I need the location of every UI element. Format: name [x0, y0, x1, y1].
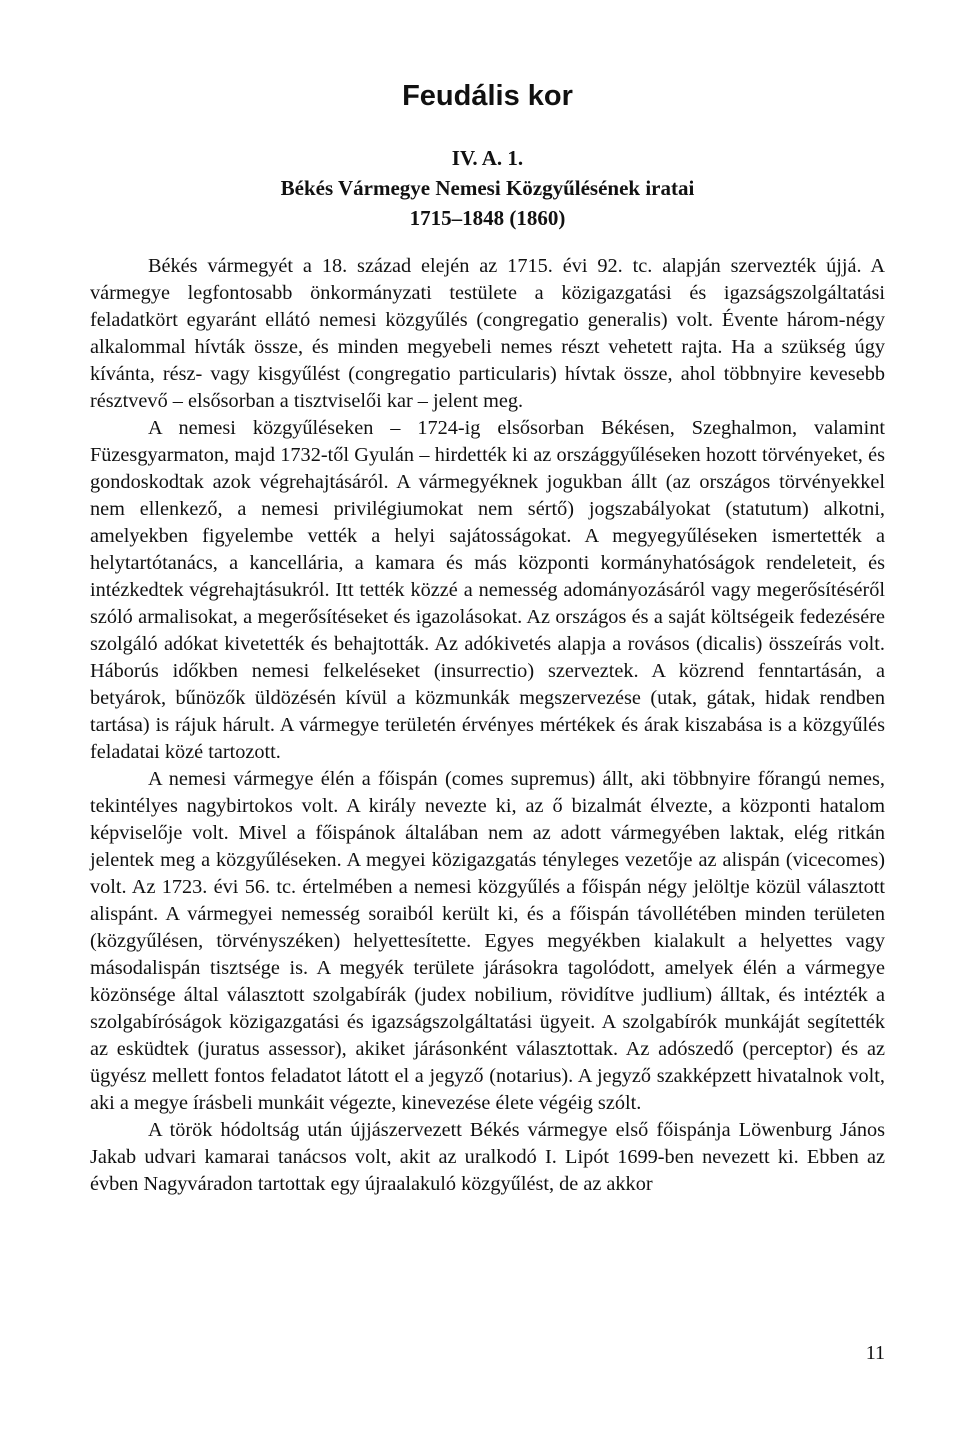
paragraph: A nemesi vármegye élén a főispán (comes supremus) állt, aki többnyire főrangú nemes, tekintélyes nagybirtokos volt. A király nevezte ki, az ő bizalmát élvezte, a központi hatalom képviselője volt. Mivel a főispánok általában nem az adott vármegyében laktak, elég ritkán jelentek meg a közgyűléseken. A megyei közigazgatás tényleges vezetője az alispán (vicecomes) volt. Az 1723. évi 56. tc. értelmében a nemesi közgyűlés a főispán négy jelöltje közül választott alispánt. A vármegyei nemesség soraiból került ki, és a főispán távollétében minden területen (közgyűlésen, törvényszéken) helyettesítette. Egyes megyékben kialakult a helyettes vagy másodalispán tisztsége is. A megyék területe járásokra tagolódott, amelyek élén a vármegye közönsége által választott szolgabírák (judex nobilium, rövidítve judlium) álltak, és intézték a szolgabíróságok közigazgatási és igazságszolgáltatási ügyeit. A szolgabírók munkáját segítették az esküdtek (juratus assessor), akiket járásonként választottak. Az adószedő (perceptor) és az ügyész mellett fontos feladatot látott el a jegyző (notarius). A jegyző szakképzett hivatalnok volt, aki a megye írásbeli munkáit végezte, kinevezése élete végéig szólt. [90, 768, 885, 1114]
date-range: 1715–1848 (1860) [409, 206, 566, 230]
paragraph: Békés vármegyét a 18. század elején az 1715. évi 92. tc. alapján szervezték újjá. A vármegye legfontosabb önkormányzati testülete a közigazgatási és igazságszolgáltatási feladatkört egyaránt ellátó nemesi közgyűlés (congregatio generalis) volt. Évente három-négy alkalommal hívták össze, és minden megyebeli nemes részt vehetett rajta. Ha a szükség úgy kívánta, rész- vagy kisgyűlést (congregatio particularis) hívtak össze, ahol többnyire kevesebb résztvevő – elsősorban a tisztviselői kar – jelent meg. [90, 255, 885, 412]
paragraph: A török hódoltság után újjászervezett Békés vármegye első főispánja Löwenburg János Jakab udvari kamarai tanácsos volt, akit az uralkodó I. Lipót 1699-ben nevezett ki. Ebben az évben Nagyváradon tartottak egy újraalakuló közgyűlést, de az akkor [90, 1119, 885, 1195]
fonds-title: Békés Vármegye Nemesi Közgyűlésének iratai [280, 176, 695, 200]
chapter-title: Feudális kor [402, 80, 573, 112]
page-number: 11 [865, 1342, 885, 1364]
paragraph: A nemesi közgyűléseken – 1724-ig elsősorban Békésen, Szeghalmon, valamint Füzesgyarmaton, majd 1732-től Gyulán – hirdették ki az országgyűléseken hozott törvényeket, és gondoskodtak azok végrehajtásáról. A vármegyéknek jogukban állt (az országos törvényekkel nem ellenkező, a nemesi privilégiumokat nem sértő) jogszabályokat (statutum) alkotni, amelyekben figyelembe vették a helyi sajátosságokat. A megyegyűléseken ismertették a helytartótanács, a kancellária, a kamara és más központi kormányhatóságok rendeleteit, és intézkedtek végrehajtásukról. Itt tették közzé a nemesség adományozásáról vagy megerősítéséről szóló armalisokat, a megerősítéseket és igazolásokat. Az országos és a saját költségeik fedezésére szolgáló adókat kivetették és behajtották. Az adókivetés alapja a rovásos (dicalis) összeírás volt. Háborús időkben nemesi felkeléseket (insurrectio) szerveztek. A közrend fenntartásán, a betyárok, bűnözők üldözésén kívül a közmunkák megszervezése (utak, gátak, hidak rendben tartása) is rájuk hárult. A vármegye területén érvényes mértékek és árak kiszabása is a közgyűlés feladatai közé tartozott. [90, 417, 885, 763]
body-text [90, 253, 885, 1198]
section-number: IV. A. 1. [451, 146, 524, 170]
document-page [90, 0, 885, 1438]
section-heading [90, 143, 885, 233]
